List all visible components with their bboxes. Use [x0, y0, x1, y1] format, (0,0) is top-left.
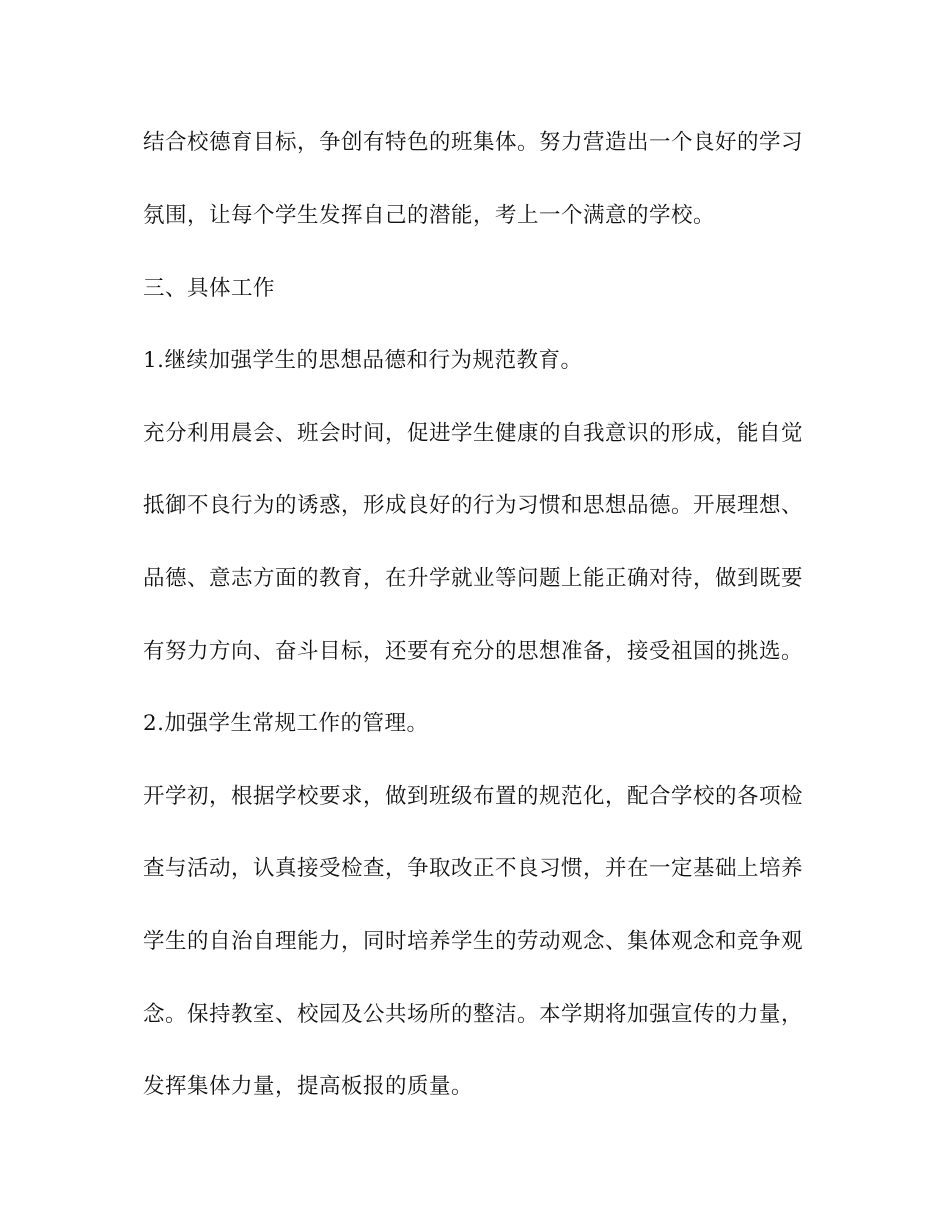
paragraph-line: 有努力方向、奋斗目标，还要有充分的思想准备，接受祖国的挑选。	[143, 639, 804, 664]
paragraph-line: 查与活动，认真接受检查，争取改正不良习惯，并在一定基础上培养	[143, 856, 804, 881]
paragraph-line: 充分利用晨会、班会时间，促进学生健康的自我意识的形成，能自觉	[143, 421, 804, 446]
paragraph-line: 发挥集体力量，提高板报的质量。	[143, 1074, 474, 1099]
paragraph-line: 结合校德育目标，争创有特色的班集体。努力营造出一个良好的学习	[143, 130, 804, 155]
subsection-heading: 1.继续加强学生的思想品德和行为规范教育。	[143, 348, 583, 373]
paragraph-line: 开学初，根据学校要求，做到班级布置的规范化，配合学校的各项检	[143, 784, 804, 809]
subsection-heading: 2.加强学生常规工作的管理。	[143, 711, 429, 736]
section-heading: 三、具体工作	[143, 276, 276, 301]
paragraph-line: 氛围，让每个学生发挥自己的潜能，考上一个满意的学校。	[143, 203, 716, 228]
paragraph-line: 学生的自治自理能力，同时培养学生的劳动观念、集体观念和竞争观	[143, 929, 804, 954]
paragraph-line: 品德、意志方面的教育，在升学就业等问题上能正确对待，做到既要	[143, 566, 804, 591]
paragraph-line: 念。保持教室、校园及公共场所的整洁。本学期将加强宣传的力量，	[143, 1002, 804, 1027]
paragraph-line: 抵御不良行为的诱惑，形成良好的行为习惯和思想品德。开展理想、	[143, 493, 804, 518]
